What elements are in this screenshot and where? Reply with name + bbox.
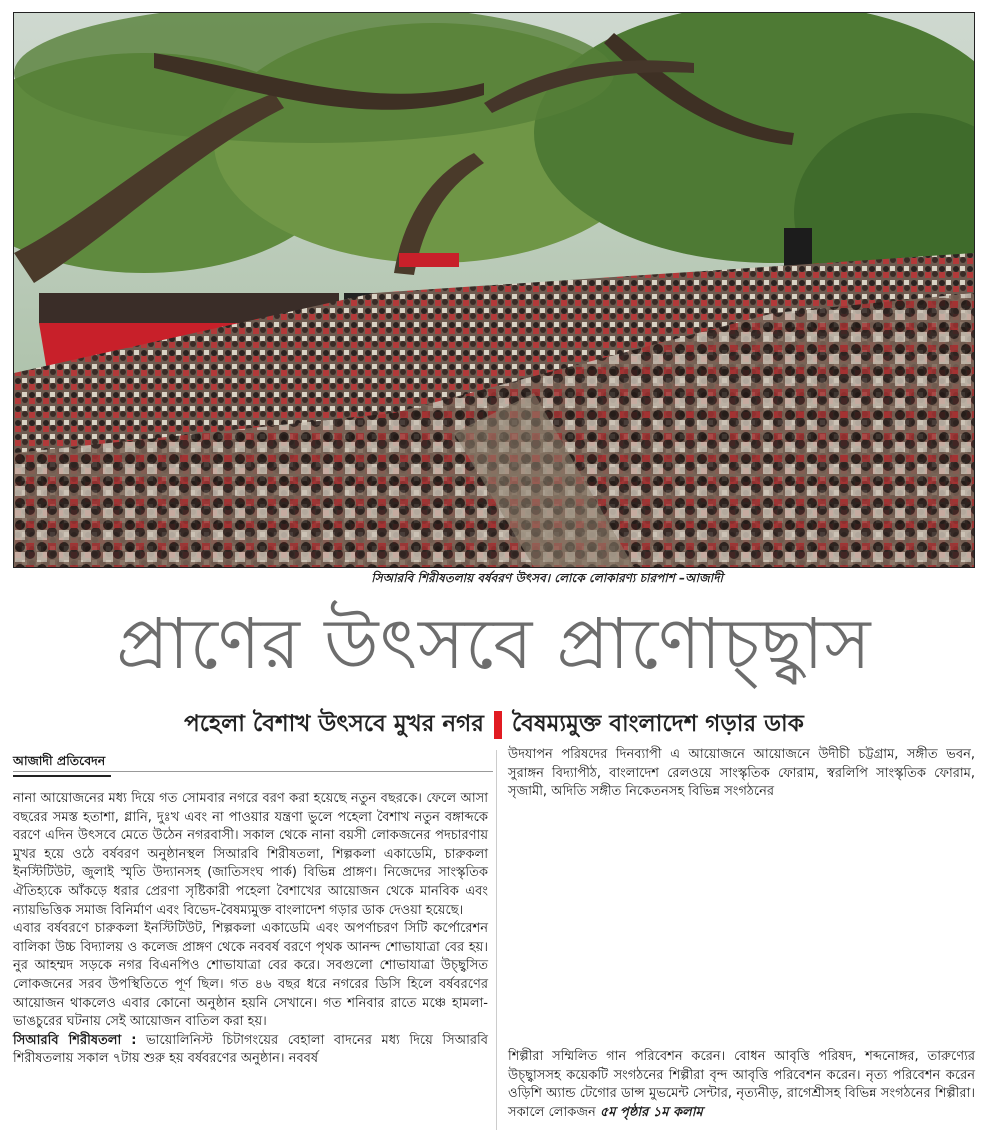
crowd-festival-image [14,13,974,567]
news-photo [13,12,975,568]
column-divider [496,750,497,1130]
subhead-right: বৈষম্যমুক্ত বাংলাদেশ গড়ার ডাক [511,711,804,737]
paragraph-3-text: ভায়োলিনিস্ট চিটাগংয়ের বেহালা বাদনের মধ্য দিয়ে সিআরবি শিরীষতলায় সকাল ৭টায় শুরু হয় বর্ষবরণের অনুষ্ঠান। নববর্ষ [13,1032,488,1067]
continued-link[interactable]: ৫ম পৃষ্ঠার ১ম কলাম [599,1104,703,1120]
paragraph-col2-bottom [508,1048,975,1122]
subsection-lead: সিআরবি শিরীষতলা : [13,1032,137,1048]
paragraph-1: নানা আয়োজনের মধ্য দিয়ে গত সোমবার নগরে বরণ করা হয়েছে নতুন বছরকে। ফেলে আসা বছরের সমস্ত হতাশা, গ্লানি, দুঃখ এবং না পাওয়ার যন্ত্রণা ভুলে পহেলা বৈশাখ নতুন বঙ্গাব্দকে বরণে এদিন উৎসবে মেতে উঠেন নগরবাসী। সকাল থেকে নানা বয়সী লোকজনের পদচারণায় মুখর হয়ে ওঠে বর্ষবরণ অনুষ্ঠানস্থল সিআরবি শিরীষতলা, শিল্পকলা একাডেমি, চারুকলা ইনস্টিটিউট, জুলাই স্মৃতি উদ্যানসহ (জাতিসংঘ পার্ক) বিভিন্ন প্রাঙ্গণ। নিজেদের সাংস্কৃতিক ঐতিহ্যকে আঁকড়ে ধরার প্রেরণা সৃষ্টিকারী পহেলা বৈশাখের আয়োজন থেকে মানবিক এবং ন্যায়ভিত্তিক সমাজ বিনির্মাণ এবং বিভেদ-বৈষম্যমুক্ত বাংলাদেশ গড়ার ডাক দেওয়া হয়েছে। [13,791,488,918]
byline-rule [13,771,493,772]
byline: আজাদী প্রতিবেদন [13,752,111,777]
subhead-left: পহেলা বৈশাখ উৎসবে মুখর নগর [184,711,484,737]
headline: প্রাণের উৎসবে প্রাণোচ্ছ্বাস [116,603,872,685]
paragraph-col2-top: উদযাপন পরিষদের দিনব্যাপী এ আয়োজনে আয়োজনে উদীচী চট্টগ্রাম, সঙ্গীত ভবন, সুরাঙ্গন বিদ্যাপীঠ, বাংলাদেশ রেলওয়ে সাংস্কৃতিক ফোরাম, স্বরলিপি সাংস্কৃতিক ফোরাম, সৃজামী, অদিতি সঙ্গীত নিকেতনসহ বিভিন্ন সংগঠনের [508,747,975,800]
subheadline [0,705,988,743]
subhead-divider [494,711,502,739]
paragraph-2: এবার বর্ষবরণে চারুকলা ইনস্টিটিউট, শিল্পকলা একাডেমি এবং অপর্ণাচরণ সিটি কর্পোরেশন বালিকা উচ্চ বিদ্যালয় ও কলেজ প্রাঙ্গণ থেকে নববর্ষ বরণে পৃথক আনন্দ শোভাযাত্রা বের হয়। নুর আহম্মদ সড়কে নগর বিএনপিও শোভাযাত্রা বের করে। সবগুলো শোভাযাত্রা উচ্ছ্বসিত লোকজনের সরব উপস্থিতিতে পূর্ণ ছিল। গত ৪৬ বছর ধরে নগরের ডিসি হিলে বর্ষবরণের আয়োজন থাকলেও এবার কোনো অনুষ্ঠান হয়নি সেখানে। গত শনিবার রাতে মঞ্চে হামলা-ভাঙচুরের ঘটনায় সেই আয়োজন বাতিল করা হয়। [13,921,488,1030]
paragraph-col2-bottom-text: শিল্পীরা সম্মিলিত গান পরিবেশন করেন। বোধন আবৃত্তি পরিষদ, শব্দনোঙ্গর, তারুণ্যের উচ্ছ্বাসসহ কয়েকটি সংগঠনের শিল্পীরা বৃন্দ আবৃত্তি পরিবেশন করেন। নৃত্য পরিবেশন করেন ওড়িশি অ্যান্ড টেগোর ডান্স মুভমেন্ট সেন্টার, নৃত্যনীড়, রাগেশ্রীসহ বিভিন্ন সংগঠনের শিল্পীরা। সকালে লোকজন [508,1049,975,1120]
article-column-1 [13,790,488,1069]
article-column-2-top [508,746,975,802]
article-column-2-bottom [508,1048,975,1122]
paragraph-3 [13,1032,488,1069]
photo-caption: সিআরবি শিরীষতলায় বর্ষবরণ উৎসব। লোকে লোকারণ্য চারপাশ –আজাদী [371,571,723,585]
